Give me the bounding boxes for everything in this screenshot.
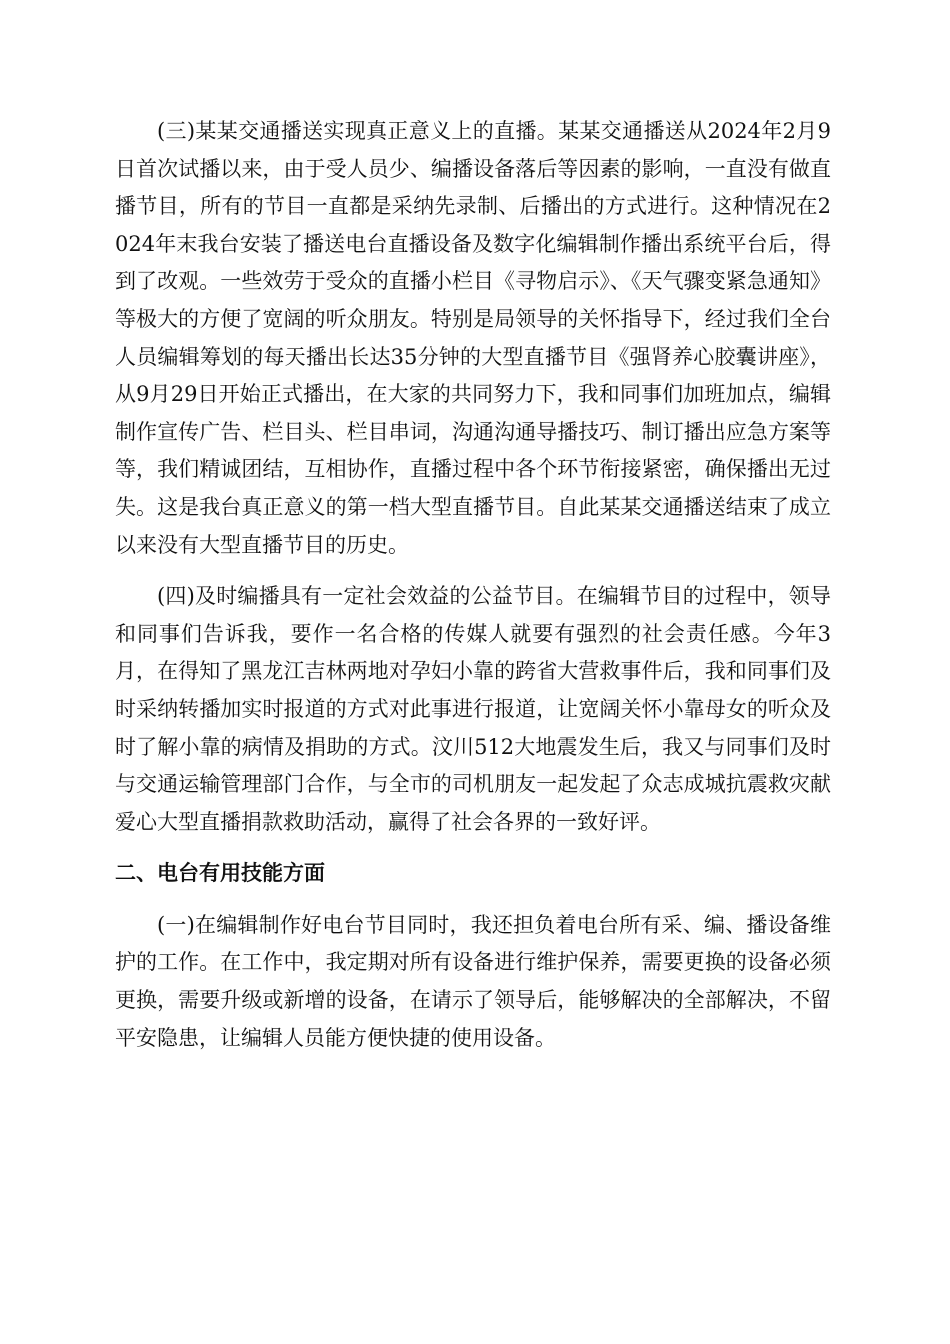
section-heading-technical-skills: 二、电台有用技能方面: [115, 861, 325, 886]
paragraph-equipment-maintenance: (一)在编辑制作好电台节目同时，我还担负着电台所有采、编、播设备维护的工作。在工作中，我定期对所有设备进行维护保养，需要更换的设备必须更换，需要升级或新增的设备，在请示了领导后，能够解决的全部解决，不留平安隐患，让编辑人员能方便快捷的使用设备。: [115, 912, 831, 1050]
paragraph-live-broadcast: (三)某某交通播送实现真正意义上的直播。某某交通播送从2024年2月9日首次试播以来，由于受人员少、编播设备落后等因素的影响，一直没有做直播节目，所有的节目一直都是采纳先录制、后播出的方式进行。这种情况在2024年末我台安装了播送电台直播设备及数字化编辑制作播出系统平台后，得到了改观。一些效劳于受众的直播小栏目《寻物启示》、《天气骤变紧急通知》等极大的方便了宽阔的听众朋友。特别是局领导的关怀指导下，经过我们全台人员编辑筹划的每天播出长达35分钟的大型直播节目《强肾养心胶囊讲座》，从9月29日开始正式播出，在大家的共同努力下，我和同事们加班加点，编辑制作宣传广告、栏目头、栏目串词，沟通沟通导播技巧、制订播出应急方案等等，我们精诚团结，互相协作，直播过程中各个环节衔接紧密，确保播出无过失。这是我台真正意义的第一档大型直播节目。自此某某交通播送结束了成立以来没有大型直播节目的历史。: [115, 119, 831, 557]
document-page: [115, 113, 831, 1057]
paragraph-public-welfare-programs: (四)及时编播具有一定社会效益的公益节目。在编辑节目的过程中，领导和同事们告诉我，要作一名合格的传媒人就要有强烈的社会责任感。今年3月，在得知了黑龙江吉林两地对孕妇小靠的跨省大营救事件后，我和同事们及时采纳转播加实时报道的方式对此事进行报道，让宽阔关怀小靠母女的听众及时了解小靠的病情及捐助的方式。汶川512大地震发生后，我又与同事们及时与交通运输管理部门合作，与全市的司机朋友一起发起了众志成城抗震救灾献爱心大型直播捐款救助活动，赢得了社会各界的一致好评。: [115, 584, 831, 834]
